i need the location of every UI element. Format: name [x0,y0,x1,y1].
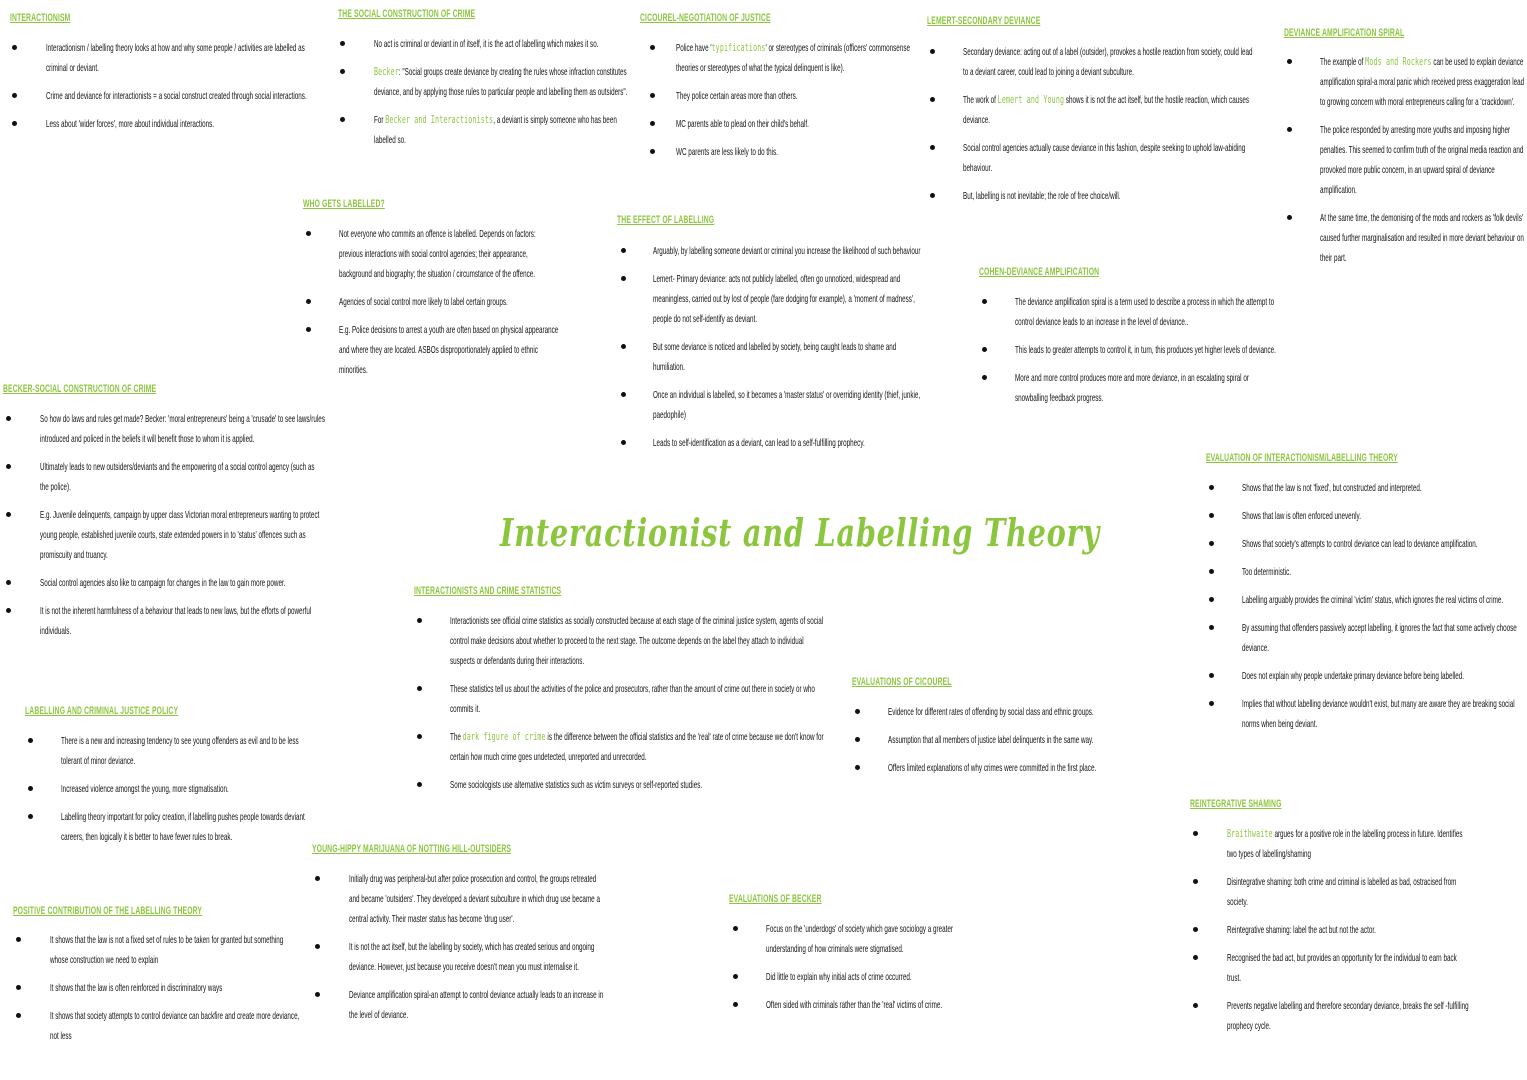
bullet-text-segment: This leads to greater attempts to control it, in turn, this produces yet higher levels of deviance. [1015,344,1276,356]
bullet-text-segment: Interactionists see official crime statistics as socially constructed because at each stage of the criminal justice system, agents of social control make decisions about whether to proceed to the next stage. The outcome depends on the label they attach to individual suspects or defendants during their interactions. [450,615,824,667]
bullet-text [1015,368,1277,408]
bullet-text-segment: The example of [1320,56,1366,68]
bullet-text-segment: can be used to explain deviance amplification spiral-a moral panic which received press exaggeration lead to growing concern with moral entrepreneurs calling for a 'crackdown'. [1320,56,1525,108]
bullet-text [1320,208,1525,268]
bullet-text [374,34,629,54]
bullet-text [1227,996,1472,1036]
bullet-text [963,42,1258,82]
bullet-icon [12,121,17,126]
bullet-text-segment: Disintegrative shaming: both crime and criminal is labelled as bad, ostracised from society. [1227,876,1457,908]
bullet-text-segment: By assuming that offenders passively accept labelling, it ignores the fact that some actively choose deviance. [1242,622,1517,654]
highlighted-term: typifications [711,41,766,54]
bullet-text [349,985,604,1025]
bullet-text-segment: Secondary deviance: acting out of a label (outsider), provokes a hostile reaction from society, could lead to a deviant career, could lead to joining a deviant subculture. [963,46,1253,78]
bullet-icon [6,512,11,517]
bullet-text-segment: E.g. Juvenile delinquents, campaign by upper class Victorian moral entrepreneurs wanting to protect young people, established juvenile courts, state extended powers in to 'status' offences such as promiscuity and truancy. [40,509,320,561]
bullet-text-segment: It is not the act itself, but the labelling by society, which has created serious and ongoing deviance. However, just because you receive doesn't mean you must internalise it. [349,941,595,973]
bullet-text-segment: Less about 'wider forces', more about individual interactions. [46,118,215,130]
bullet-text [1227,824,1472,864]
bullet-text [653,385,921,425]
bullet-text-segment: The work of [963,94,998,106]
page-title-container [500,508,1100,564]
bullet-text [50,1006,300,1046]
bullet-text [1242,694,1527,734]
bullet-icon [621,276,626,281]
bullet-text [339,320,559,380]
bullet-text-segment: shows it is not the act itself, but the hostile reaction, which causes deviance. [963,94,1250,126]
section-title-deviance-amplification-spiral: DEVIANCE AMPLIFICATION SPIRAL [1284,27,1405,39]
bullet-text [40,573,325,593]
bullet-text [40,409,325,449]
bullet-icon [621,440,626,445]
bullet-text [46,86,321,106]
bullet-icon [16,1013,21,1018]
bullet-text-segment: But, labelling is not inevitable; the role of free choice/will. [963,190,1121,202]
bullet-icon [1193,927,1198,932]
bullet-icon [1193,879,1198,884]
bullet-icon [930,49,935,54]
bullet-text [339,224,559,284]
bullet-icon [1287,215,1292,220]
bullet-text [963,138,1258,178]
highlighted-term: Becker and Interactionists [385,113,494,126]
bullet-text-segment: Does not explain why people undertake primary deviance before being labelled. [1242,670,1465,682]
bullet-text [888,730,1113,750]
bullet-icon [1209,625,1214,630]
bullet-icon [1209,513,1214,518]
bullet-text [1015,292,1277,332]
bullet-text-segment: The [450,731,463,743]
bullet-text-segment: MC parents able to plead on their child's behalf. [676,118,809,130]
bullet-text-segment: Implies that without labelling deviance wouldn't exist, but many are aware they are breaking social norms when being deviant. [1242,698,1515,730]
bullet-icon [982,347,987,352]
bullet-text-segment: Crime and deviance for interactionists = a social construct created through social interactions. [46,90,307,102]
bullet-text-segment: : "Social groups create deviance by creating the rules whose infraction constitutes deviance, and by applying those rules to particular people and labelling them as outsiders". [374,66,628,98]
bullet-text-segment: E.g. Police decisions to arrest a youth are often based on physical appearance and where they are located. ASBOs disproportionately applied to ethnic minorities. [339,324,559,376]
bullet-text [450,679,828,719]
bullet-icon [1193,1003,1198,1008]
bullet-text-segment: Prevents negative labelling and therefore secondary deviance, breaks the self -fulfilling prophecy cycle. [1227,1000,1469,1032]
bullet-icon [12,45,17,50]
bullet-icon [650,45,655,50]
bullet-text-segment: Shows that law is often enforced unevenly. [1242,510,1361,522]
bullet-text-segment: Labelling arguably provides the criminal 'victim' status, which ignores the real victims of crime. [1242,594,1504,606]
bullet-text-segment: Leads to self-identification as a deviant, can lead to a self-fulfilling prophecy. [653,437,865,449]
bullet-icon [340,41,345,46]
bullet-icon [12,93,17,98]
bullet-text-segment: For [374,114,386,126]
section-title-young-hippy-marijuana-of-notting-hill-outsiders: YOUNG-HIPPY MARIJUANA OF NOTTING HILL-OUTSIDERS [312,843,512,855]
bullet-text [374,62,629,102]
bullet-text-segment: It is not the inherent harmfulness of a behaviour that leads to new laws, but the efforts of powerful individuals. [40,605,312,637]
bullet-icon [417,618,422,623]
bullet-text [1242,590,1527,610]
bullet-text-segment: Often sided with criminals rather than the 'real' victims of crime. [766,999,943,1011]
bullet-text-segment: Too deterministic. [1242,566,1292,578]
bullet-icon [1193,955,1198,960]
bullet-text [339,292,559,312]
bullet-text [1227,872,1472,912]
bullet-text [1242,666,1527,686]
section-title-evaluations-of-becker: EVALUATIONS OF BECKER [729,893,822,905]
bullet-text [450,727,828,767]
bullet-text [374,110,629,150]
bullet-icon [650,149,655,154]
bullet-text [676,114,921,134]
bullet-text-segment: Deviance amplification spiral-an attempt to control deviance actually leads to an increase in the level of deviance. [349,989,604,1021]
bullet-icon [1209,541,1214,546]
bullet-text-segment: argues for a positive role in the labelling process in future. Identifies two types of labelling/shaming [1227,828,1463,860]
bullet-text-segment: Did little to explain why initial acts of crime occurred. [766,971,912,983]
bullet-icon [417,734,422,739]
bullet-text [653,269,921,329]
bullet-icon [982,299,987,304]
bullet-text [61,807,316,847]
bullet-icon [417,686,422,691]
bullet-icon [1287,59,1292,64]
bullet-text-segment: No act is criminal or deviant in of itself, it is the act of labelling which makes it so. [374,38,599,50]
bullet-text-segment: Police have ' [676,42,712,54]
bullet-icon [6,416,11,421]
bullet-icon [28,786,33,791]
bullet-text [1242,562,1527,582]
bullet-icon [650,121,655,126]
bullet-text [653,337,921,377]
bullet-icon [6,580,11,585]
bullet-icon [733,1002,738,1007]
bullet-text [766,919,981,959]
bullet-text-segment: There is a new and increasing tendency to see young offenders as evil and to be less tolerant of minor deviance. [61,735,299,767]
bullet-icon [16,985,21,990]
bullet-text-segment: Increased violence amongst the young, more stigmatisation. [61,783,229,795]
bullet-text-segment: So how do laws and rules get made? Becker: 'moral entrepreneurs' being a 'crusade' to see laws/rules introduced and policed in the beliefs it will benefit those to whom it is applied. [40,413,325,445]
bullet-text [1242,478,1527,498]
bullet-icon [1209,485,1214,490]
bullet-icon [6,464,11,469]
bullet-text-segment: The police responded by arresting more youths and imposing higher penalties. This seemed to confirm truth of the original media reaction and provoked more public concern, in an upward spiral of deviance amplification. [1320,124,1524,196]
bullet-text [450,611,828,671]
bullet-text-segment: Reintegrative shaming: label the act but not the actor. [1227,924,1376,936]
bullet-text [676,142,921,162]
bullet-text-segment: Not everyone who commits an offence is labelled. Depends on factors: previous interactions with social control agencies; their appearance, background and biography; the situation / circumstance of the offence. [339,228,536,280]
bullet-text [61,779,316,799]
bullet-text-segment: Initially drug was peripheral-but after police prosecution and control, the groups retreated and became 'outsiders'. They developed a deviant subculture in which drug use became a central activity. Their master status has become 'drug user'. [349,873,600,925]
bullet-icon [6,608,11,613]
bullet-text [1015,340,1277,360]
bullet-icon [306,327,311,332]
bullet-text [888,758,1113,778]
bullet-text-segment: It shows that the law is not a fixed set of rules to be taken for granted but something whose construction we need to explain [50,934,284,966]
bullet-text-segment: More and more control produces more and more deviance, in an escalating spiral or snowballing feedback progress. [1015,372,1249,404]
bullet-text-segment: Shows that the law is not 'fixed', but constructed and interpreted. [1242,482,1422,494]
bullet-icon [733,926,738,931]
bullet-text-segment: WC parents are less likely to do this. [676,146,778,158]
highlighted-term: Becker [374,65,399,78]
bullet-icon [855,765,860,770]
bullet-text-segment: Social control agencies also like to campaign for changes in the law to gain more power. [40,577,286,589]
bullet-text-segment: is the difference between the official statistics and the 'real' rate of crime because we don't know for certain how much crime goes undetected, unreported and unrecorded. [450,731,824,763]
bullet-text-segment: The deviance amplification spiral is a term used to describe a process in which the attempt to control deviance leads to an increase in the level of deviance.. [1015,296,1275,328]
bullet-text-segment: Social control agencies actually cause deviance in this fashion, despite seeking to uphold law-abiding behaviour. [963,142,1246,174]
bullet-text-segment: , a deviant is simply someone who has been labelled so. [374,114,617,146]
bullet-icon [1193,831,1198,836]
bullet-text-segment: But some deviance is noticed and labelled by society, being caught leads to shame and humiliation. [653,341,897,373]
bullet-icon [621,344,626,349]
bullet-icon [621,248,626,253]
bullet-icon [1209,597,1214,602]
bullet-text-segment: Agencies of social control more likely to label certain groups. [339,296,508,308]
section-title-labelling-and-criminal-justice-policy: LABELLING AND CRIMINAL JUSTICE POLICY [25,705,179,717]
bullet-text-segment: Some sociologists use alternative statistics such as victim surveys or self-reported studies. [450,779,703,791]
bullet-text [349,869,604,929]
bullet-text-segment: ' or stereotypes of criminals (officers' commonsense theories or stereotypes of what the typical delinquent is like). [676,42,910,74]
bullet-text [1320,52,1525,112]
bullet-text-segment: Arguably, by labelling someone deviant or criminal you increase the likelihood of such behaviour [653,245,921,257]
bullet-text [963,186,1258,206]
bullet-text [888,702,1113,722]
section-title-the-effect-of-labelling: THE EFFECT OF LABELLING [617,214,715,226]
bullet-text [40,601,325,641]
bullet-text-segment: Assumption that all members of justice label delinquents in the same way. [888,734,1094,746]
section-title-who-gets-labelled: WHO GETS LABELLED? [303,198,385,210]
bullet-text-segment: Shows that society's attempts to control deviance can lead to deviance amplification. [1242,538,1478,550]
section-title-interactionists-and-crime-statistics: INTERACTIONISTS AND CRIME STATISTICS [414,585,562,597]
highlighted-term: Lemert and Young [997,93,1065,106]
bullet-text-segment: It shows that the law is often reinforced in discriminatory ways [50,982,223,994]
bullet-text [676,86,921,106]
bullet-text [766,995,981,1015]
bullet-text-segment: Interactionism / labelling theory looks at how and why some people / activities are labelled as criminal or deviant. [46,42,305,74]
bullet-icon [1209,569,1214,574]
section-title-positive-contribution-of-the-labelling-theory: POSITIVE CONTRIBUTION OF THE LABELLING THEORY [13,905,203,917]
section-title-evaluation-of-interactionism-labelling-theory: EVALUATION OF INTERACTIONISM/LABELLING THEORY [1206,452,1398,464]
bullet-text [963,90,1258,130]
highlighted-term: Braithwaite [1227,827,1273,840]
bullet-icon [28,814,33,819]
highlighted-term: Mods and Rockers [1365,55,1432,68]
highlighted-term: dark figure of crime [462,730,546,743]
bullet-icon [733,974,738,979]
bullet-icon [1209,673,1214,678]
bullet-icon [621,392,626,397]
bullet-text-segment: They police certain areas more than others. [676,90,798,102]
bullet-text [1227,920,1472,940]
bullet-icon [930,97,935,102]
bullet-text [46,114,321,134]
bullet-text-segment: Lemert- Primary deviance: acts not publicly labelled, often go unnoticed, widespread and meaningless, carried out by lost of people (fare dodging for example), a 'moment of madness', people do not self-identify as deviant. [653,273,915,325]
section-title-lemert-secondary-deviance: LEMERT-SECONDARY DEVIANCE [927,15,1041,27]
bullet-text [653,241,921,261]
bullet-text [349,937,604,977]
bullet-text [1242,534,1527,554]
bullet-icon [16,937,21,942]
bullet-text [50,978,300,998]
bullet-text [1227,948,1472,988]
bullet-icon [315,876,320,881]
bullet-text [1242,506,1527,526]
bullet-text [50,930,300,970]
bullet-text-segment: It shows that society attempts to control deviance can backfire and create more deviance, not less [50,1010,300,1042]
bullet-text-segment: Evidence for different rates of offending by social class and ethnic groups. [888,706,1094,718]
bullet-text-segment: Labelling theory important for policy creation, if labelling pushes people towards deviant careers, then logically it is better to have fewer rules to break. [61,811,305,843]
bullet-text [61,731,316,771]
bullet-text-segment: Recognised the bad act, but provides an opportunity for the individual to earn back trust. [1227,952,1457,984]
bullet-text [40,505,325,565]
bullet-text [46,38,321,78]
bullet-icon [855,737,860,742]
section-title-cohen-deviance-amplification: COHEN-DEVIANCE AMPLIFICATION [979,266,1100,278]
section-title-evaluations-of-cicourel: EVALUATIONS OF CICOUREL [852,676,952,688]
bullet-text [1242,618,1527,658]
section-title-cicourel-negotiation-of-justice: CICOUREL-NEGOTIATION OF JUSTICE [640,12,771,24]
bullet-text [766,967,981,987]
section-title-interactionism: INTERACTIONISM [10,12,71,24]
bullet-icon [1209,701,1214,706]
bullet-text-segment: Once an individual is labelled, so it becomes a 'master status' or overriding identity (thief, junkie, paedophile) [653,389,921,421]
bullet-icon [982,375,987,380]
bullet-text-segment: Offers limited explanations of why crimes were committed in the first place. [888,762,1097,774]
bullet-text-segment: Focus on the 'underdogs' of society which gave sociology a greater understanding of how criminals were stigmatised. [766,923,953,955]
bullet-text [450,775,828,795]
bullet-text [40,457,325,497]
bullet-text [676,38,921,78]
bullet-text-segment: These statistics tell us about the activities of the police and prosecutors, rather than the amount of crime out there in society or who commits it. [450,683,815,715]
bullet-icon [28,738,33,743]
bullet-icon [1287,127,1292,132]
bullet-text-segment: At the same time, the demonising of the mods and rockers as 'folk devils' caused further marginalisation and resulted in more deviant behaviour on their part. [1320,212,1524,264]
bullet-icon [315,944,320,949]
bullet-icon [340,69,345,74]
bullet-icon [315,992,320,997]
bullet-icon [930,145,935,150]
bullet-icon [417,782,422,787]
bullet-text-segment: Ultimately leads to new outsiders/deviants and the empowering of a social control agency (such as the police). [40,461,315,493]
bullet-icon [650,93,655,98]
bullet-icon [930,193,935,198]
page-title: Interactionist and Labelling Theory [500,510,1100,555]
bullet-icon [306,231,311,236]
bullet-icon [855,709,860,714]
section-title-the-social-construction-of-crime: THE SOCIAL CONSTRUCTION OF CRIME [338,8,476,20]
section-title-becker-social-construction-of-crime: BECKER-SOCIAL CONSTRUCTION OF CRIME [3,383,157,395]
bullet-icon [306,299,311,304]
bullet-text [1320,120,1525,200]
section-title-reintegrative-shaming: REINTEGRATIVE SHAMING [1190,798,1282,810]
bullet-icon [340,117,345,122]
bullet-text [653,433,921,453]
